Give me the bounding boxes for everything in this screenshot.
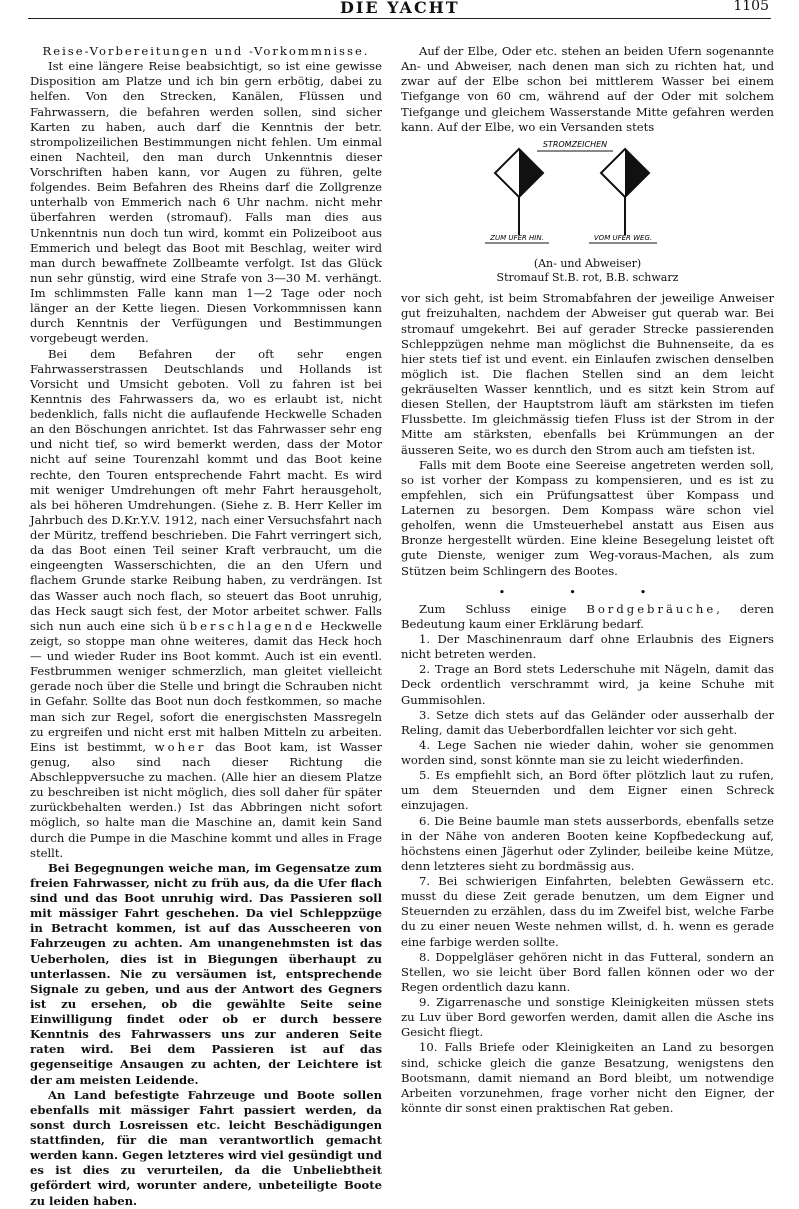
board-customs-list: [401, 632, 774, 1116]
rule-item: 7. Bei schwierigen Einfahrten, belebten Gewässern etc. musst du diese Zeit gerade benutzen, um dem Eigner und Steuernden zu erzählen, dass du im Zweifel bist, welche Farbe du zu einer neuen Weste nehmen willst, d. h. wenn es gerade eine farbige werden sollte.: [401, 874, 774, 949]
figure-caption-line-2: Stromauf St.B. rot, B.B. schwarz: [496, 271, 679, 285]
anweiser-sign-icon: [495, 149, 543, 235]
rule-item: 8. Doppelgläser gehören nicht in das Futteral, sondern an Stellen, wo sie leicht über Bord fallen können oder wo der Regen ordentlich dazu kann.: [401, 949, 774, 994]
right-column: [401, 44, 774, 1116]
rule-item: 2. Trage an Bord stets Lederschuhe mit Nägeln, damit das Deck ordentlich verschrammt wird, ja keine Schuhe mit Gummisohlen.: [401, 662, 774, 707]
abweiser-sign-icon: [601, 149, 649, 235]
rule-item: 3. Setze dich stets auf das Geländer oder ausserhalb der Reling, damit das Ueberbordfallen leichter vor sich geht.: [401, 707, 774, 737]
paragraph-travel-preparation: Ist eine längere Reise beabsichtigt, so ist eine gewisse Disposition am Platze und ich bin gern erbötig, dabei zu helfen. Von den Strecken, Kanälen, Flüssen und Fahrwassern, die befahren werden sollen, sind sicher Karten zu haben, auch darf die Kenntnis der betr. strompolizeilichen Bestimmungen nicht fehlen. Um einmal einen Nachteil, den man durch Unkenntnis dieser Vorschriften haben kann, vor Augen zu führen, gelte folgendes. Beim Befahren des Rheins darf die Zollgrenze unterhalb von Emmerich nach 6 Uhr nachm. nicht mehr überfahren werden (stromauf). Falls man dies aus Unkenntnis nun doch tun wird, kommt ein Polizeiboot aus Emmerich und belegt das Boot mit Beschlag, weiter wird man durch bewaffnete Zollbeamte verfolgt. Ist das Glück nun sehr günstig, wird eine Strafe von 3—30 M. verhängt. Im schlimmsten Falle kann man 1—2 Tage oder noch länger an der Kette liegen. Diesen Vorkommnissen kann durch Kenntnis der Verfügungen und Bestimmungen vorgebeugt werden.: [30, 59, 382, 346]
rule-item: 6. Die Beine baumle man stets ausserbords, ebenfalls setze in der Nähe von anderen Booten keine Kopfbedeckung auf, höchstens einen Jägerhut oder Zylinder, beileibe keine Mütze, denn letzteres sieht zu bordmässig aus.: [401, 813, 774, 873]
stream-sign-diagram: [401, 137, 774, 257]
journal-title: DIE YACHT: [340, 0, 460, 17]
rule-item: 9. Zigarrenasche und sonstige Kleinigkeiten müssen stets zu Luv über Bord geworfen werden, damit allen die Asche ins Gesicht fliegt.: [401, 995, 774, 1040]
section-divider-stars: • • •: [498, 584, 677, 599]
left-column: [30, 44, 382, 1209]
page-header: [0, 0, 799, 22]
header-rule: [28, 18, 771, 19]
page-number: 1105: [733, 0, 769, 14]
paragraph-moored-vessels: An Land befestigte Fahrzeuge und Boote sollen ebenfalls mit mässiger Fahrt passiert werden, da sonst durch Losreissen etc. leicht Beschädigungen stattfinden, für die man verantwortlich gemacht werden kann. Gegen letzteres wird viel gesündigt und es ist dies zu verurteilen, da die Unbeliebtheit gefördert wird, worunter andere, unbeteiligte Boote zu leiden haben.: [30, 1087, 382, 1208]
paragraph-sea-voyage: Falls mit dem Boote eine Seereise angetreten werden soll, so ist vorher der Kompass zu kompensieren, und es ist zu empfehlen, sich ein Prüfungsattest über Kompass und Laternen zu besorgen. Dem Kompass wäre schon viel geholfen, wenn die Umsteuerhebel anstatt aus Eisen aus Bronze hergestellt würden. Eine kleine Besegelung leistet oft gute Dienste, weniger zum Weg-voraus-Machen, als zum Stützen beim Schlingern des Bootes.: [401, 457, 774, 578]
paragraph-encounters: Bei Begegnungen weiche man, im Gegensatze zum freien Fahrwasser, nicht zu früh aus, da die Ufer flach sind und das Boot unruhig wird. Das Passieren soll mit mässiger Fahrt geschehen. Da viel Schleppzüge in Betracht kommen, ist auf das Ausscheeren von Fahrzeugen zu achten. Am unangenehmsten ist das Ueberholen, dies ist in Biegungen überhaupt zu unterlassen. Nie zu versäumen ist, entsprechende Signale zu geben, und aus der Antwort des Gegners ist zu ersehen, ob die gewählte Seite seine Einwilligung findet oder ob er durch bessere Kenntnis des Fahrwassers uns zur anderen Seite raten wird. Bei dem Passieren ist auf das gegenseitige Ansaugen zu achten, der Leichtere ist der am meisten Leidende.: [30, 860, 382, 1087]
paragraph-customs-intro: Zum Schluss einige Bordgebräuche, deren Bedeutung kaum einer Erklärung bedarf.: [401, 601, 775, 631]
paragraph-stream-navigation: vor sich geht, ist beim Stromabfahren der jeweilige Anweiser gut freizuhalten, nachdem der Abweiser gut querab war. Bei stromauf umgekehrt. Bei auf gerader Strecke passierenden Schleppzügen nehme man möglichst die Buhnenseite, da es hier stets tief ist und event. ein Einlaufen zwischen denselben möglich ist. Die flachen Stellen sind an dem leicht gekräuselten Wasser kenntlich, und es sitzt kein Strom auf diesen Stellen, der Hauptstrom läuft am stärksten im tiefen Flussbette. Im gleichmässig tiefen Fluss ist der Strom in der Mitte am stärksten, ebenfalls bei Krümmungen an der äusseren Seite, wo es durch den Strom auch am tiefsten ist.: [401, 291, 774, 457]
rule-item: 5. Es empfiehlt sich, an Bord öfter plötzlich laut zu rufen, um dem Steuernden und dem Eigner einen Schreck einzujagen.: [401, 768, 774, 813]
rule-item: 10. Falls Briefe oder Kleinigkeiten an Land zu besorgen sind, schicke gleich die ganze Besatzung, wenigstens den Bootsmann, damit niemand an Bord bleibt, um notwendige Arbeiten vorzunehmen, frage vorher nicht den Eigner, der könnte dir sonst einen praktischen Rat geben.: [401, 1040, 774, 1115]
stream-sign-figure: [401, 137, 774, 257]
bold-paragraphs: [30, 861, 382, 1209]
section-heading: Reise-Vorbereitungen und -Vorkommnisse.: [42, 44, 370, 58]
label-vom-ufer-weg: VOM UFER WEG.: [593, 233, 653, 242]
paragraph-narrow-waters: Bei dem Befahren der oft sehr engen Fahrwasserstrassen Deutschlands und Hollands ist Vorsicht und Umsicht geboten. Voll zu fahren ist bei Kenntnis des Fahrwassers da, wo es erlaubt ist, nicht bedenklich, falls nicht die auflaufende Heckwelle Schaden an den Böschungen anrichtet. Ist das Fahrwasser sehr eng und nicht tief, so wird bemerkt werden, dass der Motor nicht auf seine Tourenzahl kommt und das Boot keine rechte, den Touren entsprechende Fahrt macht. Es wird mit weniger Umdrehungen oft mehr Fahrt herausgeholt, als bei höheren Umdrehungen. (Siehe z. B. Herr Keller im Jahrbuch des D.Kr.Y.V. 1912, nach einer Versuchsfahrt nach der Müritz, treffend beschrieben. Die Fahrt verringert sich, da das Boot einen Teil seiner Kraft verbraucht, um die eingeengten Wasserschichten, die an den Ufern und flachem Grunde starke Reibung haben, zu verdrängen. Ist das Wasser auch noch flach, so steuert das Boot unruhig, das Heck saugt sich fest, der Motor arbeitet schwer. Falls sich nun auch eine sich überschlagende Heckwelle zeigt, so stoppe man ohne weiteres, damit das Heck hoch — und wieder Ruder ins Boot kommt. Auch ist ein eventl. Festbrummen weniger schmerzlich, man gleitet vielleicht gerade noch über die Stelle und bringt die Schrauben nicht in Gefahr. Sollte das Boot nun doch festkommen, so mache man sich zur Regel, sofort die energischsten Massregeln zu ergreifen und nicht erst mit halben Mitteln zu arbeiten. Eins ist bestimmt, woher das Boot kam, ist Wasser genug, also sind nach dieser Richtung die Abschleppversuche zu machen. (Alle hier an diesem Platze zu beschreiben ist nicht möglich, dies soll daher für später zurückbehalten werden.) Ist das Abbringen nicht sofort möglich, so halte man die Maschine an, damit kein Sand durch die Pumpe in die Maschine kommt und alles in Frage stellt.: [30, 346, 382, 860]
figure-caption: [401, 257, 774, 286]
rule-item: 4. Lege Sachen nie wieder dahin, woher sie genommen worden sind, sonst könnte man sie zu leicht wiederfinden.: [401, 737, 774, 768]
label-stromzeichen: STROMZEICHEN: [542, 139, 608, 149]
figure-caption-line-1: (An- und Abweiser): [533, 256, 642, 270]
label-zum-ufer-hin: ZUM UFER HIN.: [490, 233, 544, 242]
rule-item: 1. Der Maschinenraum darf ohne Erlaubnis des Eigners nicht betreten werden.: [401, 632, 774, 662]
paragraph-elbe-oder: Auf der Elbe, Oder etc. stehen an beiden Ufern sogenannte An- und Abweiser, nach denen man sich zu richten hat, und zwar auf der Elbe schon bei mittlerem Wasser bei einem Tiefgange von 60 cm, während auf der Oder mit solchem Tiefgange und gleichem Wasserstande Mitte gefahren werden kann. Auf der Elbe, wo ein Versanden stets: [401, 44, 774, 134]
